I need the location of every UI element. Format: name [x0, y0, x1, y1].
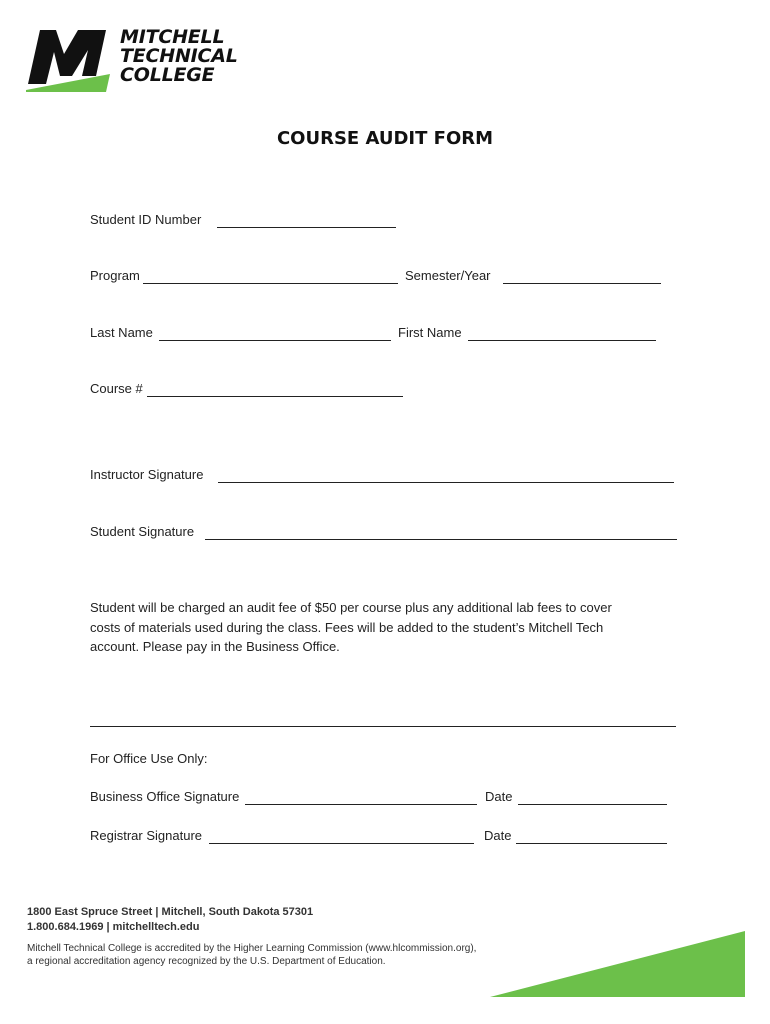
first-name-field[interactable] [468, 340, 656, 341]
student-id-field[interactable] [217, 227, 396, 228]
footer-accreditation [27, 942, 476, 968]
logo-line-1: MITCHELL [120, 26, 225, 48]
student-signature-label: Student Signature [90, 524, 195, 539]
instructor-signature-field[interactable] [218, 482, 674, 483]
course-number-row [90, 381, 410, 401]
student-signature-row [90, 524, 680, 544]
program-label: Program [90, 268, 140, 283]
logo-line-2: TECHNICAL [120, 45, 238, 67]
office-use-heading: For Office Use Only: [90, 751, 208, 766]
course-number-label: Course # [90, 381, 143, 396]
college-logo [26, 26, 236, 94]
registrar-signature-field[interactable] [209, 843, 474, 844]
instructor-signature-row [90, 467, 680, 487]
registrar-date-field[interactable] [516, 843, 667, 844]
business-date-label: Date [485, 789, 513, 804]
student-signature-field[interactable] [205, 539, 677, 540]
business-office-row [90, 789, 670, 809]
page-title: COURSE AUDIT FORM [276, 128, 494, 149]
program-row [90, 268, 670, 288]
notice-line-3: account. Please pay in the Business Office. [90, 639, 340, 654]
logo-line-3: COLLEGE [120, 64, 215, 86]
logo-wordmark [120, 28, 238, 85]
instructor-signature-label: Instructor Signature [90, 467, 204, 482]
notice-line-1: Student will be charged an audit fee of $50 per course plus any additional lab fees to cover [90, 600, 612, 615]
registrar-row [90, 828, 670, 848]
footer-address [27, 905, 313, 935]
student-id-label: Student ID Number [90, 212, 202, 227]
name-row [90, 325, 670, 345]
audit-fee-notice [90, 598, 670, 657]
business-office-signature-label: Business Office Signature [90, 789, 240, 804]
last-name-label: Last Name [90, 325, 153, 340]
business-office-signature-field[interactable] [245, 804, 477, 805]
notice-line-2: costs of materials used during the class. Fees will be added to the student’s Mitchell Tech [90, 619, 604, 635]
footer-address-line-2: 1.800.684.1969 | mitchelltech.edu [27, 921, 200, 933]
first-name-label: First Name [398, 325, 462, 340]
footer-accreditation-line-1: Mitchell Technical College is accredited by the Higher Learning Commission (www.hlcommission.org), [27, 943, 477, 954]
m-logo-icon [26, 26, 116, 94]
footer-accreditation-line-2: a regional accreditation agency recognized by the U.S. Department of Education. [27, 956, 386, 967]
registrar-date-label: Date [484, 828, 512, 843]
course-number-field[interactable] [147, 396, 403, 397]
last-name-field[interactable] [159, 340, 391, 341]
student-id-row [90, 212, 410, 232]
semester-year-field[interactable] [503, 283, 661, 284]
footer-address-line-1: 1800 East Spruce Street | Mitchell, South Dakota 57301 [27, 906, 314, 918]
section-divider [90, 726, 676, 727]
program-field[interactable] [143, 283, 398, 284]
registrar-signature-label: Registrar Signature [90, 828, 202, 843]
semester-year-label: Semester/Year [405, 268, 491, 283]
business-date-field[interactable] [518, 804, 667, 805]
